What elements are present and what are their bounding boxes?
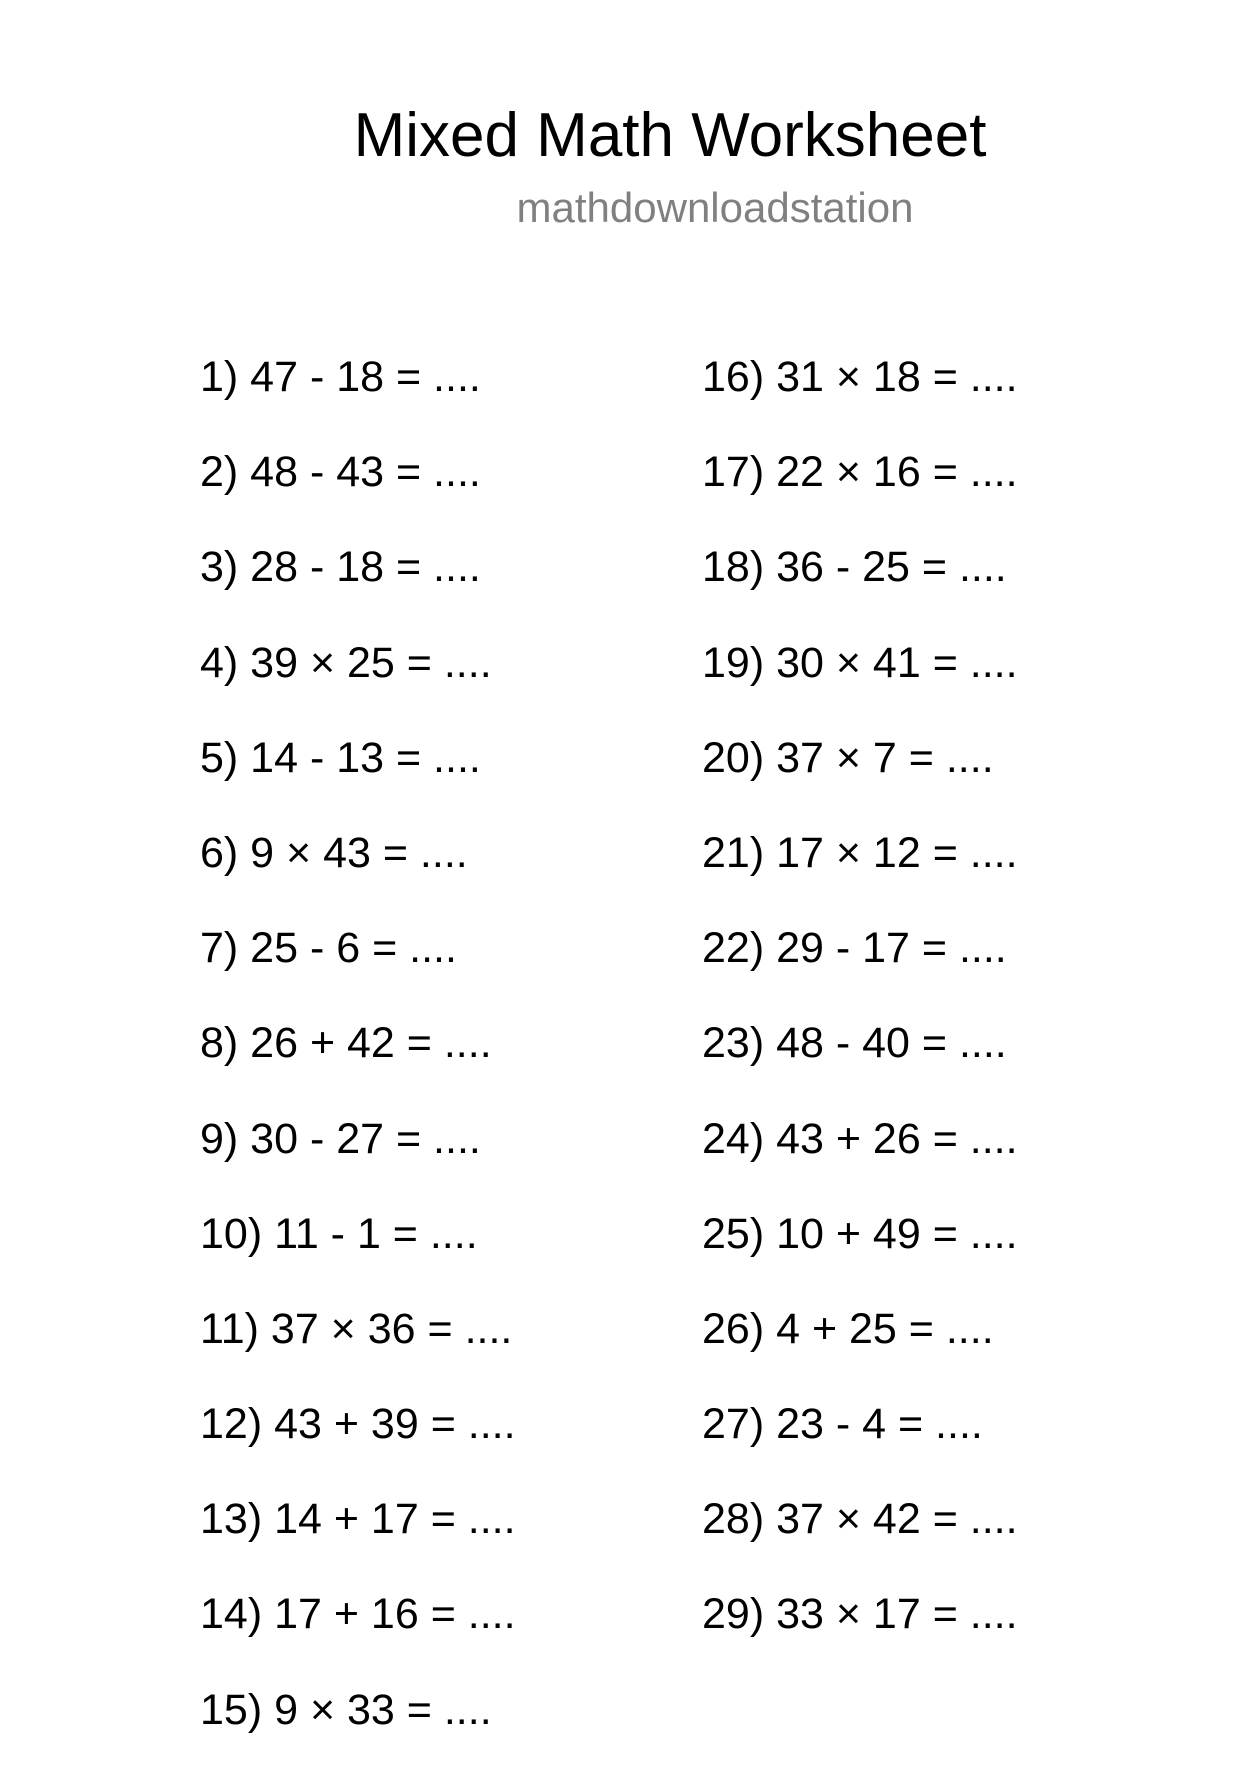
- problem-item: 3) 28 - 18 = ....: [200, 543, 481, 592]
- problem-item: 5) 14 - 13 = ....: [200, 733, 481, 782]
- problem-item: 7) 25 - 6 = ....: [200, 924, 457, 973]
- problem-item: 15) 9 × 33 = ....: [200, 1685, 492, 1734]
- problem-item: 21) 17 × 12 = ....: [702, 828, 1018, 877]
- problem-column-right: [702, 347, 1018, 1680]
- problem-item: 9) 30 - 27 = ....: [200, 1114, 481, 1163]
- problem-item: 27) 23 - 4 = ....: [702, 1400, 983, 1449]
- problem-item: 17) 22 × 16 = ....: [702, 448, 1018, 497]
- problem-item: 20) 37 × 7 = ....: [702, 733, 994, 782]
- problem-item: 29) 33 × 17 = ....: [702, 1590, 1018, 1639]
- problem-item: 19) 30 × 41 = ....: [702, 638, 1018, 687]
- problem-item: 28) 37 × 42 = ....: [702, 1495, 1018, 1544]
- problem-item: 16) 31 × 18 = ....: [702, 353, 1018, 401]
- page-title: Mixed Math Worksheet: [353, 101, 987, 170]
- problem-item: 8) 26 + 42 = ....: [200, 1019, 492, 1068]
- problem-item: 22) 29 - 17 = ....: [702, 924, 1007, 973]
- problem-item: 10) 11 - 1 = ....: [200, 1209, 478, 1258]
- problem-item: 24) 43 + 26 = ....: [702, 1114, 1018, 1163]
- problem-item: 12) 43 + 39 = ....: [200, 1400, 516, 1449]
- problem-item: 14) 17 + 16 = ....: [200, 1590, 516, 1639]
- problem-item: 18) 36 - 25 = ....: [702, 543, 1007, 592]
- problem-item: 6) 9 × 43 = ....: [200, 828, 468, 877]
- page-subtitle: mathdownloadstation: [516, 184, 914, 231]
- problem-item: 11) 37 × 36 = ....: [200, 1304, 513, 1353]
- problem-item: 2) 48 - 43 = ....: [200, 448, 481, 497]
- problem-column-left: [200, 347, 516, 1775]
- problem-item: 13) 14 + 17 = ....: [200, 1495, 516, 1544]
- problem-item: 1) 47 - 18 = ....: [200, 353, 481, 401]
- problem-item: 25) 10 + 49 = ....: [702, 1209, 1018, 1258]
- problem-item: 4) 39 × 25 = ....: [200, 638, 492, 687]
- problem-item: 23) 48 - 40 = ....: [702, 1019, 1007, 1068]
- problem-item: 26) 4 + 25 = ....: [702, 1304, 994, 1353]
